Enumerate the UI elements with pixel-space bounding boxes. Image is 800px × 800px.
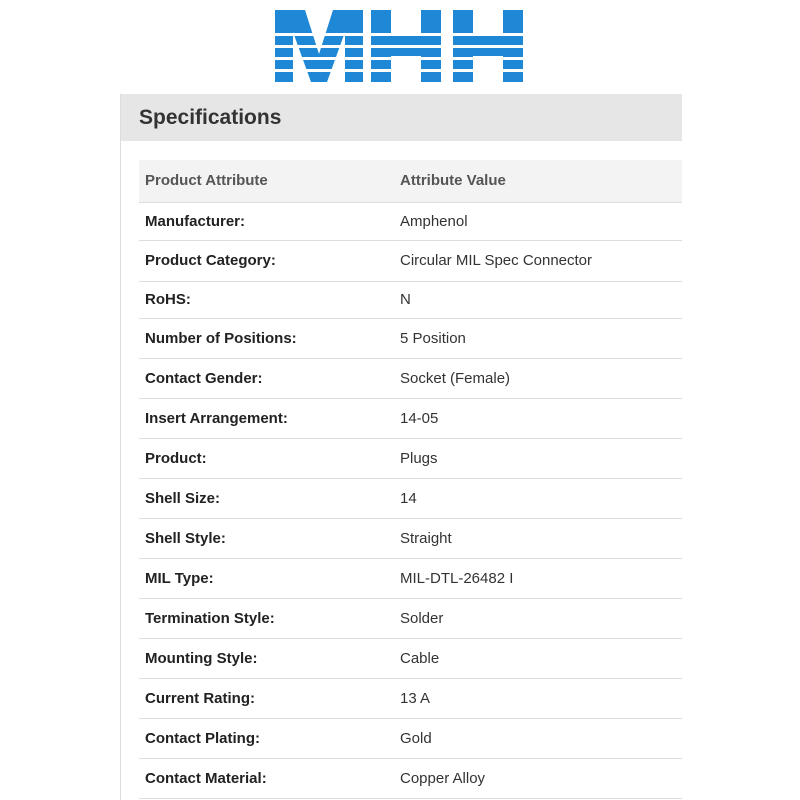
attribute-name: MIL Type: <box>139 558 394 598</box>
attribute-name: Manufacturer: <box>139 202 394 240</box>
attribute-name: Product Category: <box>139 240 394 281</box>
attribute-value: Amphenol <box>394 202 682 240</box>
attribute-value: Circular MIL Spec Connector <box>394 240 682 281</box>
table-row <box>139 598 682 638</box>
table-row <box>139 398 682 438</box>
table-row <box>139 318 682 358</box>
specifications-header <box>121 94 682 141</box>
attribute-name: Insert Arrangement: <box>139 398 394 438</box>
attribute-value: Cable <box>394 638 682 678</box>
table-row <box>139 758 682 798</box>
attribute-name: Termination Style: <box>139 598 394 638</box>
table-row <box>139 518 682 558</box>
table-row <box>139 240 682 281</box>
specifications-body <box>139 202 682 798</box>
column-header-value: Attribute Value <box>394 160 682 202</box>
mhh-logo-icon <box>275 8 523 84</box>
attribute-value: Solder <box>394 598 682 638</box>
table-row <box>139 438 682 478</box>
table-row <box>139 638 682 678</box>
table-header-row <box>139 160 682 202</box>
attribute-value: 14 <box>394 478 682 518</box>
attribute-value: 5 Position <box>394 318 682 358</box>
specifications-panel <box>120 94 682 800</box>
attribute-name: Shell Size: <box>139 478 394 518</box>
attribute-name: Contact Material: <box>139 758 394 798</box>
specifications-title: Specifications <box>139 105 282 129</box>
attribute-value: Copper Alloy <box>394 758 682 798</box>
attribute-value: Plugs <box>394 438 682 478</box>
brand-logo <box>275 8 523 84</box>
attribute-value: 13 A <box>394 678 682 718</box>
attribute-name: Current Rating: <box>139 678 394 718</box>
table-row <box>139 358 682 398</box>
attribute-name: Number of Positions: <box>139 318 394 358</box>
table-row <box>139 202 682 240</box>
attribute-name: RoHS: <box>139 281 394 318</box>
attribute-name: Product: <box>139 438 394 478</box>
attribute-name: Contact Plating: <box>139 718 394 758</box>
table-row <box>139 678 682 718</box>
table-row <box>139 478 682 518</box>
attribute-value: N <box>394 281 682 318</box>
attribute-value: Gold <box>394 718 682 758</box>
attribute-value: 14-05 <box>394 398 682 438</box>
column-header-attribute: Product Attribute <box>139 160 394 202</box>
attribute-name: Shell Style: <box>139 518 394 558</box>
table-row <box>139 281 682 318</box>
table-row <box>139 718 682 758</box>
table-row <box>139 558 682 598</box>
specifications-table <box>139 160 682 799</box>
attribute-name: Contact Gender: <box>139 358 394 398</box>
attribute-value: Straight <box>394 518 682 558</box>
attribute-value: Socket (Female) <box>394 358 682 398</box>
attribute-value: MIL-DTL-26482 I <box>394 558 682 598</box>
attribute-name: Mounting Style: <box>139 638 394 678</box>
